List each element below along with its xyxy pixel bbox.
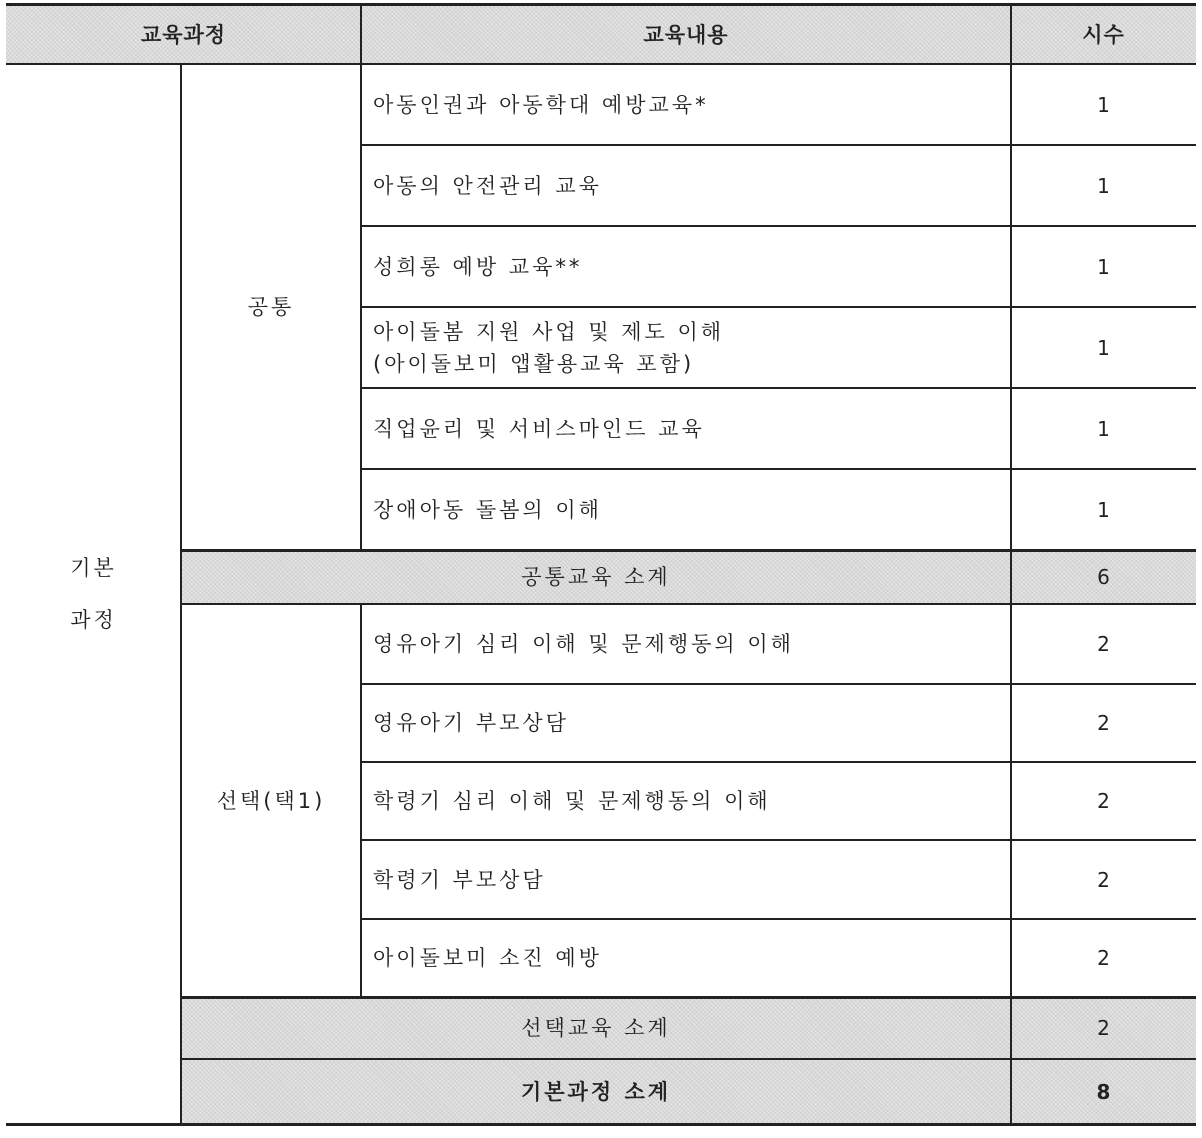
rule-elective-end [181, 996, 1196, 999]
elective-subtotal-label: 선택교육 소계 [181, 997, 1011, 1059]
rule-row [361, 918, 1196, 920]
rule-elective-subtotal-end [181, 1058, 1196, 1060]
common-row-1-hours: 1 [1097, 92, 1110, 117]
common-row-4-hours: 1 [1097, 335, 1110, 360]
rule-common-end [181, 549, 1196, 552]
rule-row [361, 387, 1196, 389]
rule-row [361, 468, 1196, 470]
rule-row [361, 839, 1196, 841]
common-row-4-content: 아이돌봄 지원 사업 및 제도 이해 (아이돌보미 앱활용교육 포함) [373, 319, 725, 376]
common-subtotal-hours: 6 [1011, 550, 1196, 604]
rule-row [361, 683, 1196, 685]
elective-row-4-content: 학령기 부모상담 [373, 867, 546, 892]
elective-row-3-hours: 2 [1097, 789, 1110, 813]
common-row-6-content: 장애아동 돌봄의 이해 [373, 497, 602, 522]
elective-group-label: 선택(택1) [216, 788, 326, 813]
basic-total-hours: 8 [1011, 1059, 1196, 1124]
common-subtotal-label: 공통교육 소계 [181, 550, 1011, 604]
rule-row [361, 144, 1196, 146]
common-row-3-content: 성희롱 예방 교육** [373, 254, 583, 279]
rule-row [361, 306, 1196, 308]
elective-row-1-hours: 2 [1097, 632, 1110, 656]
common-group-label: 공통 [247, 295, 295, 319]
elective-row-4-hours: 2 [1097, 867, 1110, 892]
header-hours: 시수 [1011, 4, 1196, 64]
rule-common-subtotal-end [181, 603, 1196, 605]
basic-total-label: 기본과정 소계 [181, 1059, 1011, 1124]
common-row-3-hours: 1 [1097, 254, 1110, 279]
rule-row [361, 225, 1196, 227]
rule-col-category [180, 64, 182, 1124]
rule-col-group-common [360, 64, 362, 550]
rule-bottom [6, 1123, 1196, 1126]
header-course: 교육과정 [6, 4, 361, 64]
common-row-5-hours: 1 [1097, 416, 1110, 441]
elective-row-5-hours: 2 [1097, 946, 1110, 970]
rule-col-header-course [360, 4, 362, 64]
elective-row-3-content: 학령기 심리 이해 및 문제행동의 이해 [373, 789, 771, 813]
common-row-5-content: 직업윤리 및 서비스마인드 교육 [373, 416, 705, 441]
rule-top [6, 3, 1196, 6]
common-row-1-content: 아동인권과 아동학대 예방교육* [373, 92, 709, 117]
category-basic: 기본 과정 [70, 556, 117, 632]
rule-header-bottom [6, 63, 1196, 65]
common-row-6-hours: 1 [1097, 497, 1110, 522]
common-row-2-content: 아동의 안전관리 교육 [373, 173, 602, 198]
elective-row-2-content: 영유아기 부모상담 [373, 711, 569, 735]
rule-col-hours [1010, 4, 1012, 1124]
elective-subtotal-hours: 2 [1011, 997, 1196, 1059]
elective-row-1-content: 영유아기 심리 이해 및 문제행동의 이해 [373, 632, 794, 656]
common-row-2-hours: 1 [1097, 173, 1110, 198]
elective-row-2-hours: 2 [1097, 711, 1110, 735]
rule-col-group-elective [360, 604, 362, 997]
rule-row [361, 761, 1196, 763]
elective-row-5-content: 아이돌보미 소진 예방 [373, 946, 602, 970]
header-content: 교육내용 [361, 4, 1011, 64]
